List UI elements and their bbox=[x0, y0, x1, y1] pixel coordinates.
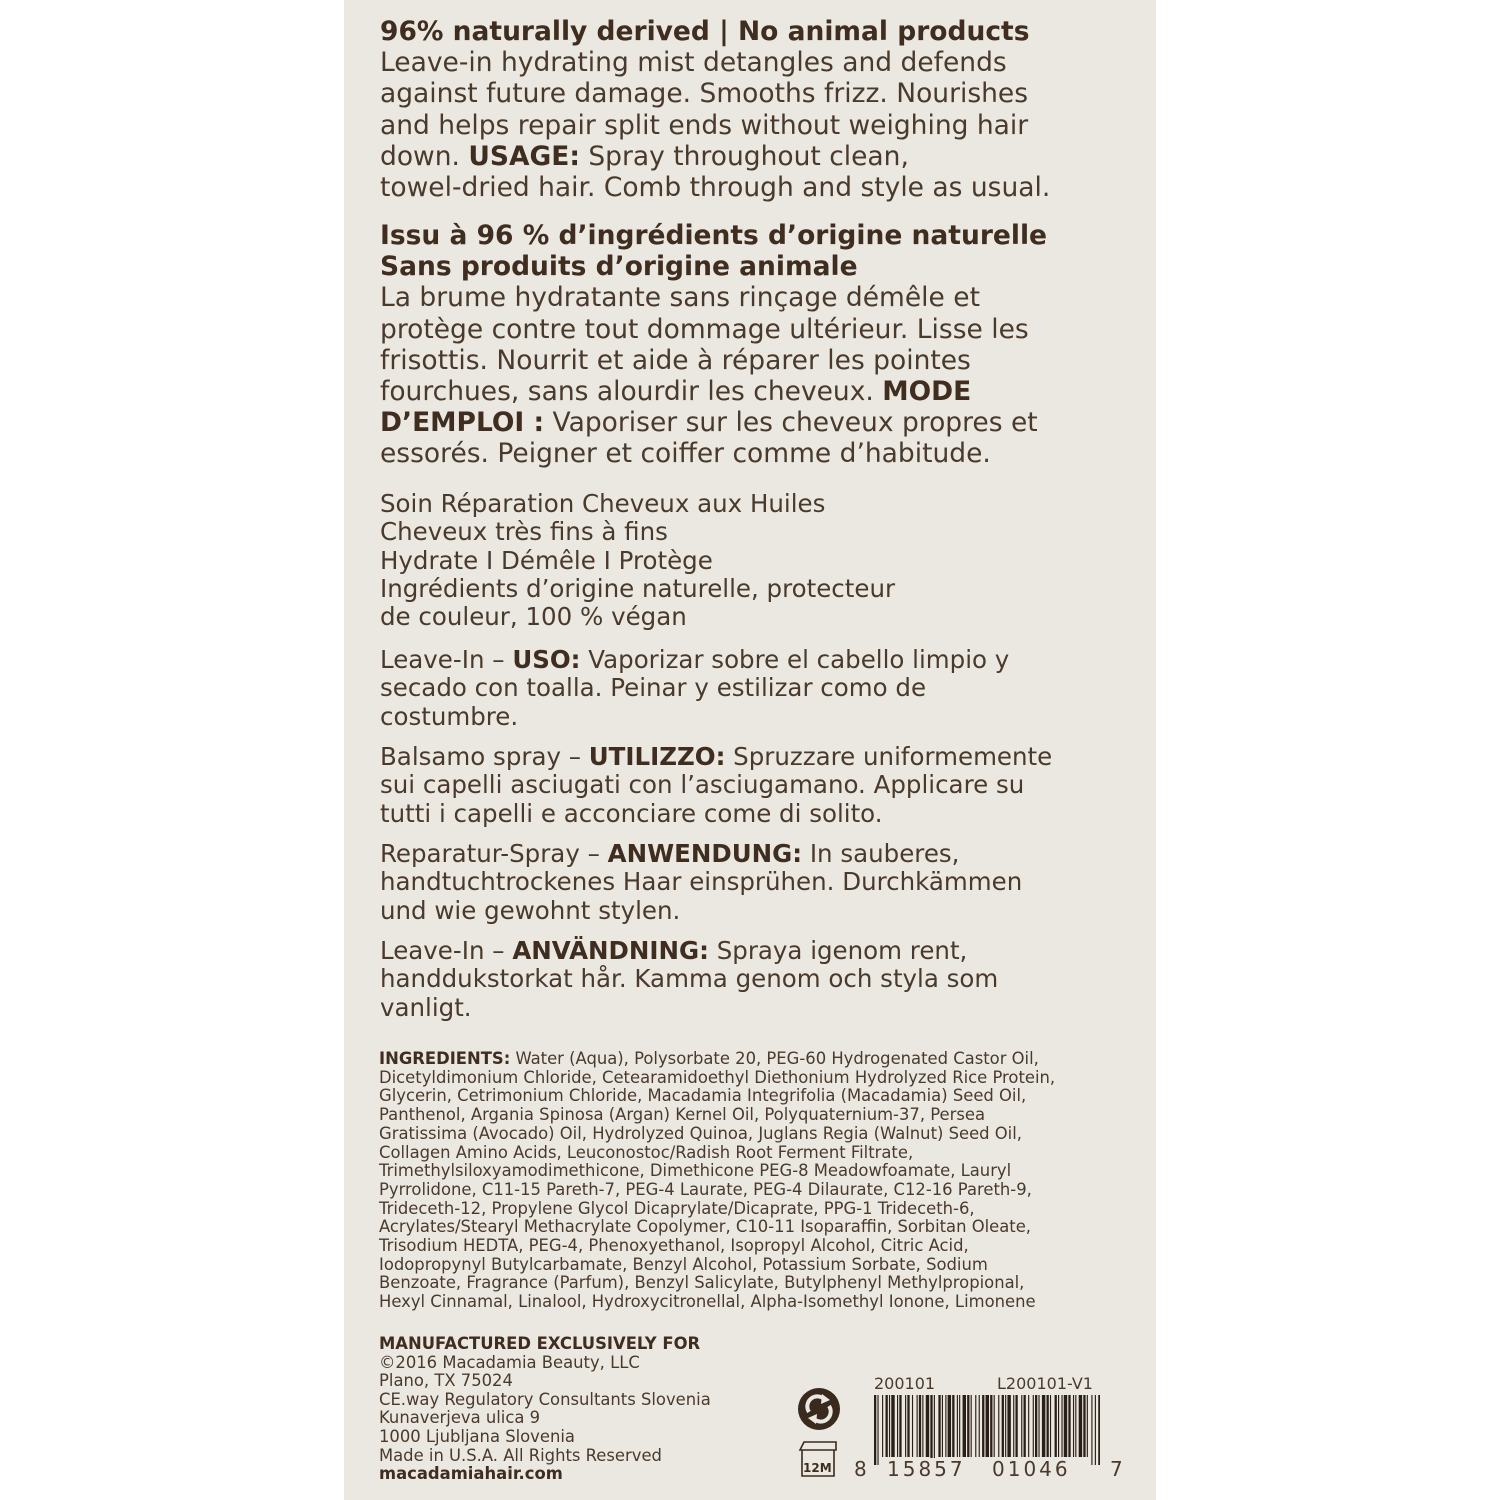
manufacturer-line: Kunaverjeva ulica 9 bbox=[379, 1408, 541, 1428]
claim-line: Ingrédients d’origine naturelle, protecteur bbox=[380, 573, 896, 603]
barcode-bar bbox=[897, 1395, 898, 1457]
barcode-bar bbox=[1005, 1395, 1006, 1457]
barcode-bar bbox=[1007, 1395, 1010, 1457]
barcode-bar bbox=[1024, 1395, 1026, 1457]
barcode-bar bbox=[905, 1395, 906, 1457]
barcode-bar bbox=[942, 1395, 943, 1457]
barcode-bar bbox=[998, 1395, 999, 1457]
barcode-bar bbox=[1095, 1395, 1096, 1465]
swedish-line-3: vanligt. bbox=[380, 992, 472, 1022]
barcode-bar bbox=[959, 1395, 960, 1457]
barcode-bar bbox=[1087, 1395, 1088, 1457]
spanish-line-2: secado con toalla. Peinar y estilizar como de bbox=[380, 673, 927, 703]
ingredients-block bbox=[379, 1050, 1149, 1312]
swedish-product: Leave-In – bbox=[380, 936, 513, 965]
spanish-product: Leave-In – bbox=[380, 645, 513, 674]
barcode-bar bbox=[1068, 1395, 1070, 1457]
spanish-line-1 bbox=[380, 646, 1140, 674]
french-line-2: protège contre tout dommage ultérieur. Lisse les bbox=[380, 313, 1029, 345]
ingredients-line: Gratissima (Avocado) Oil, Hydrolyzed Quinoa, Juglans Regia (Walnut) Seed Oil, bbox=[379, 1123, 1023, 1143]
french-line-5-end: Vaporiser sur les cheveux propres et bbox=[544, 407, 1038, 439]
french-line-6: essorés. Peigner et coiffer comme d’habitude. bbox=[380, 438, 991, 470]
barcode-bar bbox=[986, 1395, 989, 1457]
spanish-line-1-end: Vaporizar sobre el cabello limpio y bbox=[580, 645, 1010, 674]
german-usage-label: ANWENDUNG: bbox=[607, 839, 803, 868]
italian-section bbox=[380, 743, 1140, 828]
barcode-bar bbox=[1061, 1395, 1062, 1457]
english-line-4-start: down. bbox=[380, 140, 469, 172]
barcode-bar bbox=[877, 1395, 878, 1465]
usage-label: USAGE: bbox=[468, 140, 580, 172]
italian-usage-label: UTILIZZO: bbox=[588, 742, 726, 771]
german-section bbox=[380, 840, 1140, 925]
ingredients-line bbox=[379, 1050, 1149, 1069]
ingredients-line: Collagen Amino Acids, Leuconostoc/Radish Root Ferment Filtrate, bbox=[379, 1142, 914, 1162]
barcode-bar bbox=[882, 1395, 883, 1457]
manufacturer-line: CE.way Regulatory Consultants Slovenia bbox=[379, 1389, 711, 1409]
website-link[interactable]: macadamiahair.com bbox=[379, 1464, 563, 1484]
barcode-bar bbox=[957, 1395, 958, 1457]
italian-line-1-end: Spruzzare uniformemente bbox=[725, 742, 1053, 771]
ingredients-line: Acrylates/Stearyl Methacrylate Copolymer, C10-11 Isoparaffin, Sorbitan Oleate, bbox=[379, 1217, 1031, 1237]
barcode-bar bbox=[1050, 1395, 1051, 1457]
ingredients-line: Panthenol, Argania Spinosa (Argan) Kernel Oil, Polyquaternium-37, Persea bbox=[379, 1105, 986, 1125]
ingredients-label: INGREDIENTS: bbox=[379, 1049, 511, 1068]
italian-line-3: tutti i capelli e acconciare come di solito. bbox=[380, 798, 883, 828]
german-line-1-end: In sauberes, bbox=[802, 839, 960, 868]
ingredients-line: Iodopropynyl Butylcarbamate, Benzyl Alcohol, Potassium Sorbate, Sodium bbox=[379, 1254, 988, 1274]
barcode-bar bbox=[1033, 1395, 1034, 1457]
barcode-bar bbox=[994, 1395, 995, 1457]
ingredients-line: Hexyl Cinnamal, Linalool, Hydroxycitronellal, Alpha-Isomethyl Ionone, Limonene bbox=[379, 1292, 1036, 1312]
barcode-bar bbox=[1091, 1395, 1092, 1465]
italian-line-1 bbox=[380, 743, 1140, 771]
swedish-usage-label: ANVÄNDNING: bbox=[512, 936, 709, 965]
spanish-usage-label: USO: bbox=[512, 645, 581, 674]
barcode-bar bbox=[912, 1395, 913, 1457]
barcode-bar bbox=[990, 1395, 992, 1457]
english-line-5: towel-dried hair. Comb through and style as usual. bbox=[380, 172, 1051, 204]
barcode-digit-first: 8 bbox=[854, 1457, 867, 1481]
barcode-bar bbox=[979, 1395, 980, 1457]
french-section bbox=[380, 220, 1140, 470]
emploi-label: D’EMPLOI : bbox=[380, 407, 545, 439]
barcode-bar bbox=[967, 1395, 969, 1457]
barcode-bar bbox=[1028, 1395, 1029, 1457]
barcode-bar bbox=[874, 1395, 876, 1465]
barcode-bar bbox=[919, 1395, 921, 1457]
italian-product: Balsamo spray – bbox=[380, 742, 589, 771]
swedish-line-1-end: Spraya igenom rent, bbox=[708, 936, 968, 965]
ingredients-line: Benzoate, Fragrance (Parfum), Benzyl Salicylate, Butylphenyl Methylpropional, bbox=[379, 1273, 1025, 1293]
ingredients-line: Pyrrolidone, C11-15 Pareth-7, PEG-4 Laurate, PEG-4 Dilaurate, C12-16 Pareth-9, bbox=[379, 1179, 1032, 1199]
english-line-4 bbox=[380, 141, 1140, 172]
barcode-bar bbox=[922, 1395, 923, 1457]
barcode-bar bbox=[886, 1395, 888, 1457]
german-line-3: und wie gewohnt stylen. bbox=[380, 895, 681, 925]
barcode-bar bbox=[1013, 1395, 1014, 1457]
barcode-bar bbox=[963, 1395, 966, 1457]
french-line-1: La brume hydratante sans rinçage démêle et bbox=[380, 282, 980, 314]
ingredients-line: Dicetyldimonium Chloride, Cetearamidoethyl Diethonium Hydrolyzed Rice Protein, bbox=[379, 1067, 1056, 1087]
barcode-bar bbox=[934, 1395, 935, 1465]
french-line-3: frisottis. Nourrit et aide à réparer les pointes bbox=[380, 344, 971, 376]
product-label-back bbox=[344, 0, 1156, 1500]
barcode-bar bbox=[1064, 1395, 1067, 1457]
barcode-bar bbox=[938, 1395, 940, 1457]
claims-block bbox=[380, 490, 1140, 631]
barcode-bar bbox=[1021, 1395, 1022, 1457]
french-line-5 bbox=[380, 407, 1140, 438]
barcode-bar bbox=[1035, 1395, 1037, 1457]
barcode-bar bbox=[1058, 1395, 1059, 1457]
claim-line: Cheveux très fins à fins bbox=[380, 517, 668, 547]
barcode-bar bbox=[889, 1395, 890, 1457]
claim-line: Soin Réparation Cheveux aux Huiles bbox=[380, 489, 826, 518]
barcode-group-2: 01046 bbox=[992, 1457, 1071, 1481]
barcode-bar bbox=[926, 1395, 929, 1457]
english-line-1: Leave-in hydrating mist detangles and defends bbox=[380, 47, 1007, 79]
barcode-bar bbox=[971, 1395, 972, 1457]
manufacturer-heading: MANUFACTURED EXCLUSIVELY FOR bbox=[379, 1334, 701, 1353]
manufacturer-line: Made in U.S.A. All Rights Reserved bbox=[379, 1445, 662, 1465]
claim-line: Hydrate I Démêle I Protège bbox=[380, 545, 713, 575]
recycle-icon bbox=[796, 1386, 842, 1432]
french-line-4 bbox=[380, 376, 1140, 407]
english-line-3: and helps repair split ends without weighing hair bbox=[380, 109, 1029, 141]
english-line-2: against future damage. Smooths frizz. Nourishes bbox=[380, 78, 1029, 110]
barcode-bar bbox=[1047, 1395, 1049, 1457]
spanish-section bbox=[380, 646, 1140, 731]
barcode-bar bbox=[982, 1395, 984, 1457]
barcode-bar bbox=[1098, 1395, 1100, 1465]
swedish-section bbox=[380, 937, 1140, 1022]
manufacturer-block bbox=[379, 1335, 799, 1484]
claim-line: de couleur, 100 % végan bbox=[380, 602, 687, 632]
italian-line-2: sui capelli asciugati con l’asciugamano. Applicare su bbox=[380, 770, 1025, 800]
barcode-bar bbox=[1002, 1395, 1004, 1457]
german-line-1 bbox=[380, 840, 1140, 868]
french-line-4-start: fourchues, sans alourdir les cheveux. bbox=[380, 376, 883, 408]
french-heading-1: Issu à 96 % d’ingrédients d’origine naturelle bbox=[380, 220, 1048, 251]
barcode-bar bbox=[975, 1395, 976, 1457]
barcode-bar bbox=[1015, 1395, 1017, 1457]
german-product: Reparatur-Spray – bbox=[380, 839, 608, 868]
barcode-bar bbox=[945, 1395, 946, 1457]
manufacturer-line: 1000 Ljubljana Slovenia bbox=[379, 1426, 575, 1446]
english-heading: 96% naturally derived | No animal products bbox=[380, 16, 1030, 47]
ingredients-line: Trimethylsiloxyamodimethicone, Dimethicone PEG-8 Meadowfoamate, Lauryl bbox=[379, 1161, 1012, 1181]
swedish-line-2: handdukstorkat hår. Kamma genom och styla som bbox=[380, 964, 999, 994]
manufacturer-line: Plano, TX 75024 bbox=[379, 1371, 513, 1391]
pao-label: 12M bbox=[803, 1461, 832, 1475]
barcode-bar bbox=[1083, 1395, 1085, 1457]
ingredients-first: Water (Aqua), Polysorbate 20, PEG-60 Hydrogenated Castor Oil, bbox=[510, 1049, 1039, 1068]
ingredients-line: Trisodium HEDTA, PEG-4, Phenoxyethanol, Isopropyl Alcohol, Citric Acid, bbox=[379, 1236, 969, 1256]
barcode-bar bbox=[1073, 1395, 1074, 1457]
barcode-bar bbox=[1079, 1395, 1082, 1457]
ingredients-line: Glycerin, Cetrimonium Chloride, Macadamia Integrifolia (Macadamia) Seed Oil, bbox=[379, 1086, 1027, 1106]
barcode bbox=[874, 1395, 1100, 1465]
swedish-line-1 bbox=[380, 937, 1140, 965]
barcode-bar bbox=[948, 1395, 951, 1457]
label-code: L200101-V1 bbox=[997, 1374, 1093, 1393]
barcode-bar bbox=[952, 1395, 954, 1457]
barcode-bar bbox=[1075, 1395, 1076, 1457]
barcode-bar bbox=[1042, 1395, 1045, 1457]
barcode-group-1: 15857 bbox=[887, 1457, 966, 1481]
manufacturer-line: ©2016 Macadamia Beauty, LLC bbox=[379, 1352, 640, 1372]
german-line-2: handtuchtrockenes Haar einsprühen. Durchkämmen bbox=[380, 867, 1023, 897]
spanish-line-3: costumbre. bbox=[380, 701, 519, 731]
barcode-bar bbox=[1055, 1395, 1057, 1457]
mode-label: MODE bbox=[882, 376, 972, 408]
barcode-bar bbox=[907, 1395, 909, 1457]
barcode-bar bbox=[930, 1395, 932, 1465]
barcode-bar bbox=[891, 1395, 894, 1457]
barcode-bar bbox=[1038, 1395, 1039, 1457]
french-heading-2: Sans produits d’origine animale bbox=[380, 251, 858, 283]
barcode-digit-last: 7 bbox=[1110, 1457, 1123, 1481]
ingredients-line: Trideceth-12, Propylene Glycol Dicaprylate/Dicaprate, PPG-1 Trideceth-6, bbox=[379, 1198, 975, 1218]
batch-code: 200101 bbox=[874, 1374, 936, 1393]
barcode-bar bbox=[899, 1395, 901, 1457]
english-section bbox=[380, 16, 1140, 203]
english-line-4-end: Spray throughout clean, bbox=[579, 140, 909, 172]
barcode-bar bbox=[917, 1395, 918, 1457]
